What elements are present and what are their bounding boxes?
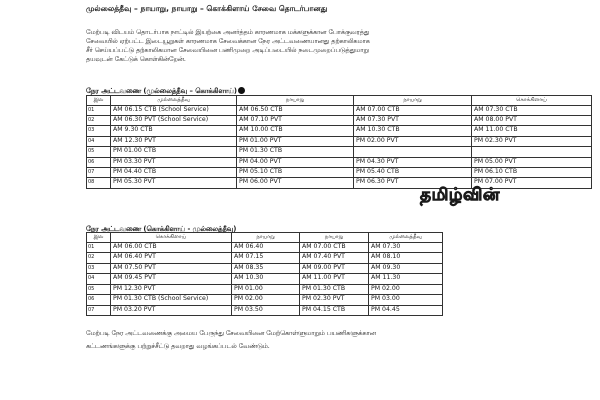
intro-line: சேவையில் ஏற்பட்ட இடையூறுகள் காரணமாக சேவைக்கான நேர அட்டவணையானது தற்காலிகமாக <box>86 37 370 45</box>
table-cell: PM 05.40 CTB <box>354 167 472 177</box>
table-cell: PM 04.30 PVT <box>354 157 472 167</box>
table-cell: AM 11.00 PVT <box>300 274 369 285</box>
table-cell: PM 01.00 PVT <box>237 136 354 146</box>
table-cell: AM 07.00 CTB <box>354 105 472 115</box>
table-row <box>87 115 592 125</box>
table-cell: PM 12.30 PVT <box>111 284 232 295</box>
table-row <box>87 147 592 157</box>
table-cell: PM 01.30 CTB (School Service) <box>111 295 232 306</box>
table-row <box>87 178 592 188</box>
column-header: முல்லைத்தீவு <box>111 96 237 106</box>
table-cell: AM 06.15 CTB (School Service) <box>111 105 237 115</box>
table-cell: PM 03.50 <box>232 305 300 316</box>
table-cell: AM 09.00 PVT <box>300 263 369 274</box>
row-number: 07 <box>87 305 111 316</box>
table-cell: AM 07.15 <box>232 253 300 264</box>
table-header-row <box>87 96 592 106</box>
row-number: 07 <box>87 167 111 177</box>
table-cell <box>472 147 592 157</box>
table-cell: PM 05.00 PVT <box>472 157 592 167</box>
row-number: 05 <box>87 147 111 157</box>
timetable-mullaitivu-kokkilai <box>86 95 592 189</box>
bullet-dot-icon <box>238 87 245 94</box>
row-number: 02 <box>87 253 111 264</box>
watermark-logo: தமிழ்வின் <box>420 185 500 205</box>
column-header: இல <box>87 233 111 243</box>
table-cell: PM 01.00 CTB <box>111 147 237 157</box>
table-row <box>87 126 592 136</box>
table-cell: AM 07.10 PVT <box>237 115 354 125</box>
table-cell: PM 01.30 CTB <box>237 147 354 157</box>
table-row <box>87 295 443 306</box>
row-number: 04 <box>87 136 111 146</box>
footer-line: மேற்படி நேர அட்டவணைக்கு அமைய பேருந்து சேவையினை மேற்கொள்ளுமாறும் பயணிகளுக்கான <box>86 330 376 337</box>
table-cell: AM 11.30 <box>369 274 443 285</box>
document-title: முல்லைத்தீவு – நாயாறு, நாயாறு – கொக்கிளாய் சேவை தொடர்பானது <box>86 4 328 13</box>
table-row <box>87 167 592 177</box>
table2-caption: நேர அட்டவணை (கொக்கிளாய் - முல்லைத்தீவு) <box>86 225 237 233</box>
table-cell: PM 01.30 CTB <box>300 284 369 295</box>
table-row <box>87 274 443 285</box>
table-cell: PM 02.00 <box>232 295 300 306</box>
row-number: 06 <box>87 295 111 306</box>
timetable-kokkilai-mullaitivu <box>86 232 443 316</box>
column-header: நாயாறு <box>354 96 472 106</box>
table-cell: PM 04.15 CTB <box>300 305 369 316</box>
table-cell: AM 08.35 <box>232 263 300 274</box>
table-cell: AM 07.00 CTB <box>300 242 369 253</box>
row-number: 04 <box>87 274 111 285</box>
table-cell <box>354 147 472 157</box>
table-cell: PM 01.00 <box>232 284 300 295</box>
table-cell: PM 04.00 PVT <box>237 157 354 167</box>
table-cell: AM 10.30 <box>232 274 300 285</box>
table-cell: AM 9.30 CTB <box>111 126 237 136</box>
table-row <box>87 263 443 274</box>
row-number: 01 <box>87 105 111 115</box>
table-cell: AM 09.30 <box>369 263 443 274</box>
table-cell: PM 07.00 PVT <box>472 178 592 188</box>
table-cell: AM 07.40 PVT <box>300 253 369 264</box>
table-cell: PM 04.40 CTB <box>111 167 237 177</box>
row-number: 03 <box>87 263 111 274</box>
table-cell: PM 02.30 PVT <box>472 136 592 146</box>
intro-line: தயவுடன் கேட்டுக் கொள்கின்றேன். <box>86 55 186 63</box>
row-number: 06 <box>87 157 111 167</box>
intro-line: சீர் செய்யப்பட்டு தற்காலிகமான சேவையினை பணிமுறை அடிப்படையில் நடைமுறைப்படுத்துமாறு <box>86 46 369 54</box>
table-cell: AM 07.30 PVT <box>354 115 472 125</box>
table-cell: PM 05.10 CTB <box>237 167 354 177</box>
column-header: நாயாறு <box>300 233 369 243</box>
column-header: இல <box>87 96 111 106</box>
table-cell: PM 03.30 PVT <box>111 157 237 167</box>
row-number: 03 <box>87 126 111 136</box>
table-row <box>87 253 443 264</box>
table-row <box>87 136 592 146</box>
column-header: கொக்கிளாய் <box>472 96 592 106</box>
footer-paragraph <box>86 327 600 353</box>
table-header-row <box>87 233 443 243</box>
table-cell: PM 02.30 PVT <box>300 295 369 306</box>
table-cell: AM 06.50 CTB <box>237 105 354 115</box>
column-header: முல்லைத்தீவு <box>369 233 443 243</box>
table-cell: PM 06.00 PVT <box>237 178 354 188</box>
table-row <box>87 157 592 167</box>
column-header: நாயாறு <box>232 233 300 243</box>
table-cell: PM 02.00 <box>369 284 443 295</box>
table-cell: AM 09.45 PVT <box>111 274 232 285</box>
table-cell: AM 06.40 <box>232 242 300 253</box>
table-cell: AM 06.00 CTB <box>111 242 232 253</box>
intro-line: மேற்படி விடயம் தொடர்பாக நாட்டில் இயற்கை அனர்த்தம் காரணமாக மக்களுக்கான போக்குவரத்து <box>86 29 370 36</box>
table-cell: PM 05.30 PVT <box>111 178 237 188</box>
table-cell: PM 04.45 <box>369 305 443 316</box>
row-number: 05 <box>87 284 111 295</box>
row-number: 02 <box>87 115 111 125</box>
table-cell: AM 10.30 CTB <box>354 126 472 136</box>
table-cell: PM 02.00 PVT <box>354 136 472 146</box>
table-cell: AM 06.40 PVT <box>111 253 232 264</box>
table-cell: PM 03.00 <box>369 295 443 306</box>
row-number: 01 <box>87 242 111 253</box>
row-number: 08 <box>87 178 111 188</box>
table-cell: AM 08.10 <box>369 253 443 264</box>
table-row <box>87 242 443 253</box>
table-cell: AM 07.30 <box>369 242 443 253</box>
table-cell: AM 07.30 CTB <box>472 105 592 115</box>
column-header: நாயாறு <box>237 96 354 106</box>
table-cell: PM 06.30 PVT <box>354 178 472 188</box>
table-row <box>87 105 592 115</box>
footer-line: கட்டணங்களுக்கு பற்றுச்சீட்டு தவறாது வழங்கப்படல் வேண்டும். <box>86 343 270 350</box>
table-cell: PM 06.10 CTB <box>472 167 592 177</box>
table1-caption-text: நேர அட்டவணை (முல்லைத்தீவு – கொக்கிளாய்) <box>86 87 237 95</box>
table-cell: AM 12.30 PVT <box>111 136 237 146</box>
table-row <box>87 284 443 295</box>
intro-paragraph <box>86 29 600 65</box>
column-header: கொக்கிளாய் <box>111 233 232 243</box>
table-cell: AM 11.00 CTB <box>472 126 592 136</box>
table-cell: AM 08.00 PVT <box>472 115 592 125</box>
table-cell: AM 10.00 CTB <box>237 126 354 136</box>
table-cell: AM 07.50 PVT <box>111 263 232 274</box>
table-cell: PM 03.20 PVT <box>111 305 232 316</box>
table-cell: AM 06.30 PVT (School Service) <box>111 115 237 125</box>
table-row <box>87 305 443 316</box>
